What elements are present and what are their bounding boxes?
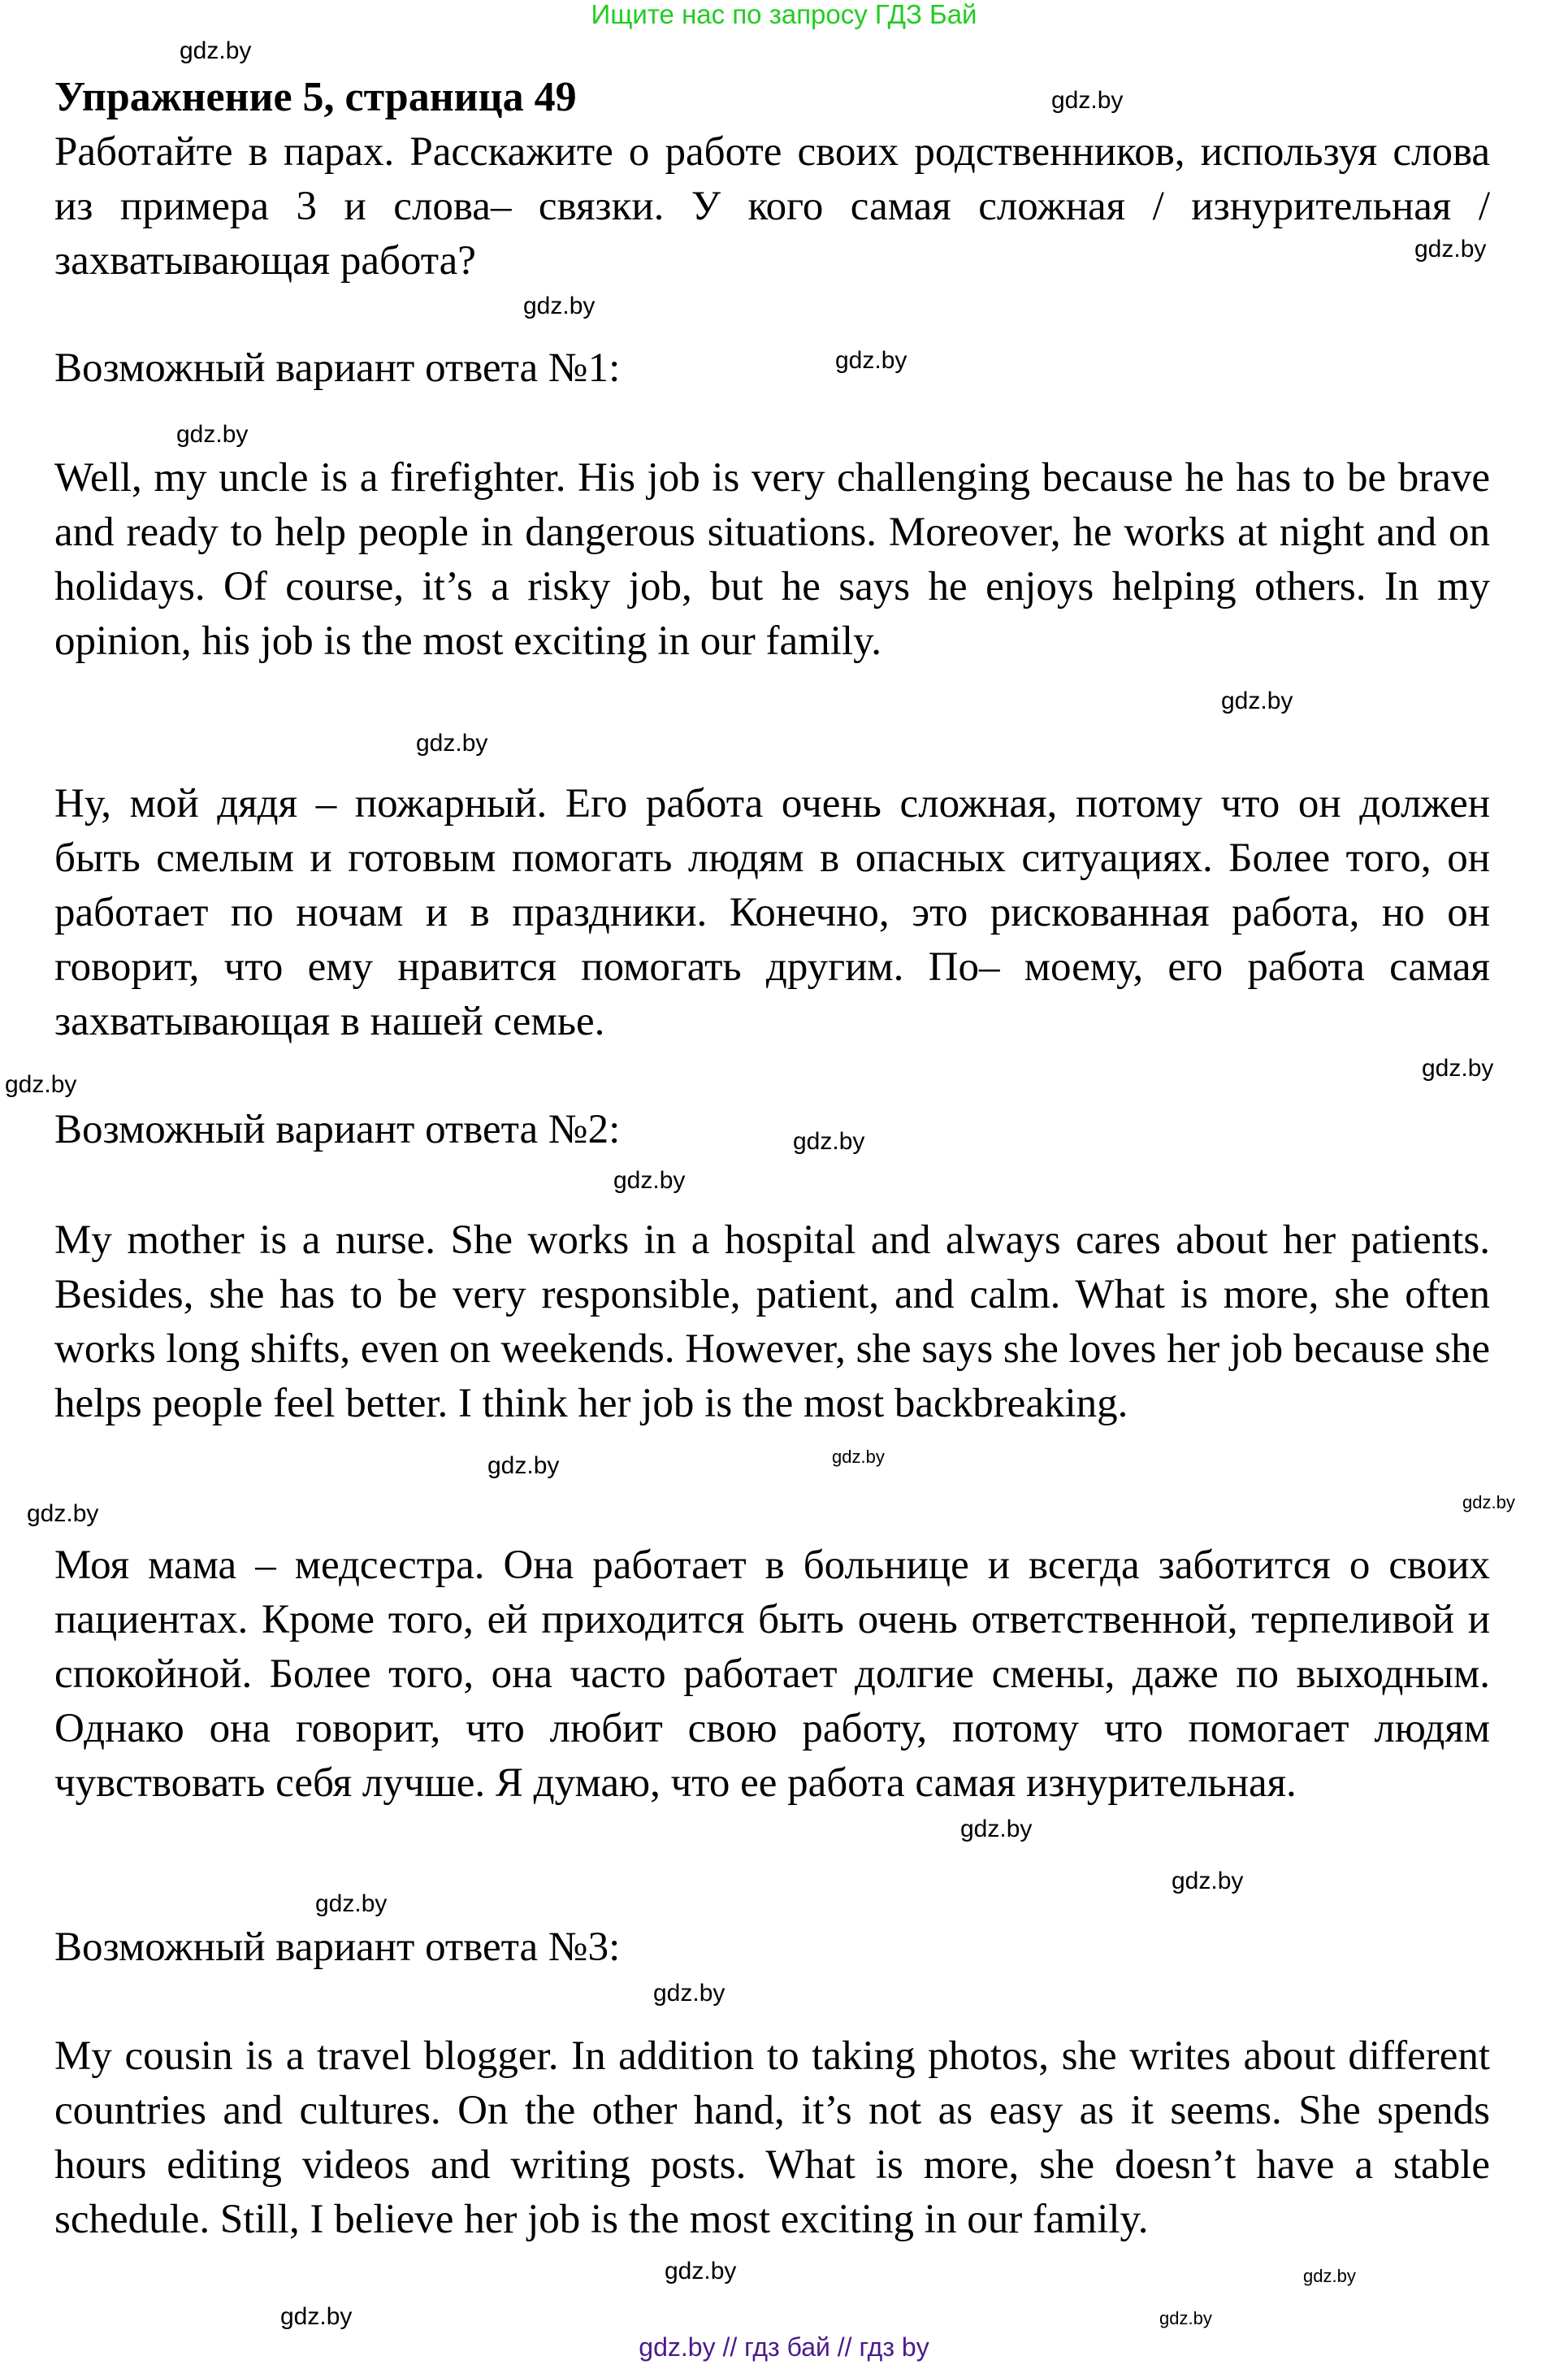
watermark: gdz.by xyxy=(1172,1868,1244,1894)
watermark: gdz.by xyxy=(176,421,249,448)
footer-links[interactable]: gdz.by // гдз бай // гдз by xyxy=(639,2332,929,2362)
variant-1-russian: Ну, мой дядя – пожарный. Его работа очень сложная, потому что он должен быть смелым и готовым помогать людям в опасных ситуациях. Более того, он работает по ночам и в праздники. Конечно, это рискованная работа, но он говорит, что ему нравится помогать другим. По– моему, его работа самая захватывающая в нашей семье. xyxy=(54,781,1490,1044)
watermark: gdz.by xyxy=(1159,2308,1212,2328)
watermark: gdz.by xyxy=(487,1452,560,1479)
watermark: gdz.by xyxy=(1051,87,1124,114)
variant-3-title: Возможный вариант ответа №3: xyxy=(54,1924,621,1970)
watermark: gdz.by xyxy=(180,37,252,64)
watermark: gdz.by xyxy=(1462,1492,1515,1512)
variant-2-russian: Моя мама – медсестра. Она работает в больнице и всегда заботится о своих пациентах. Кроме того, ей приходится быть очень ответственной, терпеливой и спокойной. Более того, она часто работает долгие смены, даже по выходным. Однако она говорит, что любит свою работу, потому что помогает людям чувствовать себя лучше. Я думаю, что ее работа самая изнурительная. xyxy=(54,1542,1490,1806)
watermark: gdz.by xyxy=(280,2303,353,2330)
watermark: gdz.by xyxy=(835,347,907,374)
watermark: gdz.by xyxy=(653,1980,726,2007)
watermark: gdz.by xyxy=(832,1447,885,1467)
task-text: Работайте в парах. Расскажите о работе своих родственников, используя слова из примера 3 и слова– связки. У кого самая сложная / изнурительная / захватывающая работа? xyxy=(54,129,1490,284)
variant-2-title: Возможный вариант ответа №2: xyxy=(54,1107,621,1152)
watermark: gdz.by xyxy=(523,293,596,319)
exercise-heading: Упражнение 5, страница 49 xyxy=(54,74,577,120)
watermark: gdz.by xyxy=(665,2258,737,2284)
watermark: gdz.by xyxy=(793,1128,865,1155)
variant-1-english: Well, my uncle is a firefighter. His job is very challenging because he has to be brave and ready to help people in dangerous situations. Moreover, he works at night and on holidays. Of course, it’s a risky job, but he says he enjoys helping others. In my opinion, his job is the most exciting in our family. xyxy=(54,455,1490,664)
watermark: gdz.by xyxy=(960,1816,1033,1842)
watermark: gdz.by xyxy=(1221,688,1293,714)
watermark: gdz.by xyxy=(27,1500,99,1527)
variant-2-english: My mother is a nurse. She works in a hospital and always cares about her patients. Besides, she has to be very responsible, patient, and calm. What is more, she often works long shifts, even on weekends. However, she says she loves her job because she helps people feel better. I think her job is the most backbreaking. xyxy=(54,1217,1490,1426)
variant-3-english: My cousin is a travel blogger. In addition to taking photos, she writes about different countries and cultures. On the other hand, it’s not as easy as it seems. She spends hours editing videos and writing posts. What is more, she doesn’t have a stable schedule. Still, I believe her job is the most exciting in our family. xyxy=(54,2033,1490,2242)
watermark: gdz.by xyxy=(416,730,488,757)
watermark: gdz.by xyxy=(613,1167,686,1194)
watermark: gdz.by xyxy=(5,1071,77,1098)
watermark: gdz.by xyxy=(1422,1055,1494,1082)
variant-1-title: Возможный вариант ответа №1: xyxy=(54,345,621,391)
search-banner[interactable]: Ищите нас по запросу ГДЗ Бай xyxy=(591,0,977,29)
watermark: gdz.by xyxy=(1303,2266,1356,2286)
watermark: gdz.by xyxy=(1414,236,1487,262)
watermark: gdz.by xyxy=(315,1890,388,1917)
